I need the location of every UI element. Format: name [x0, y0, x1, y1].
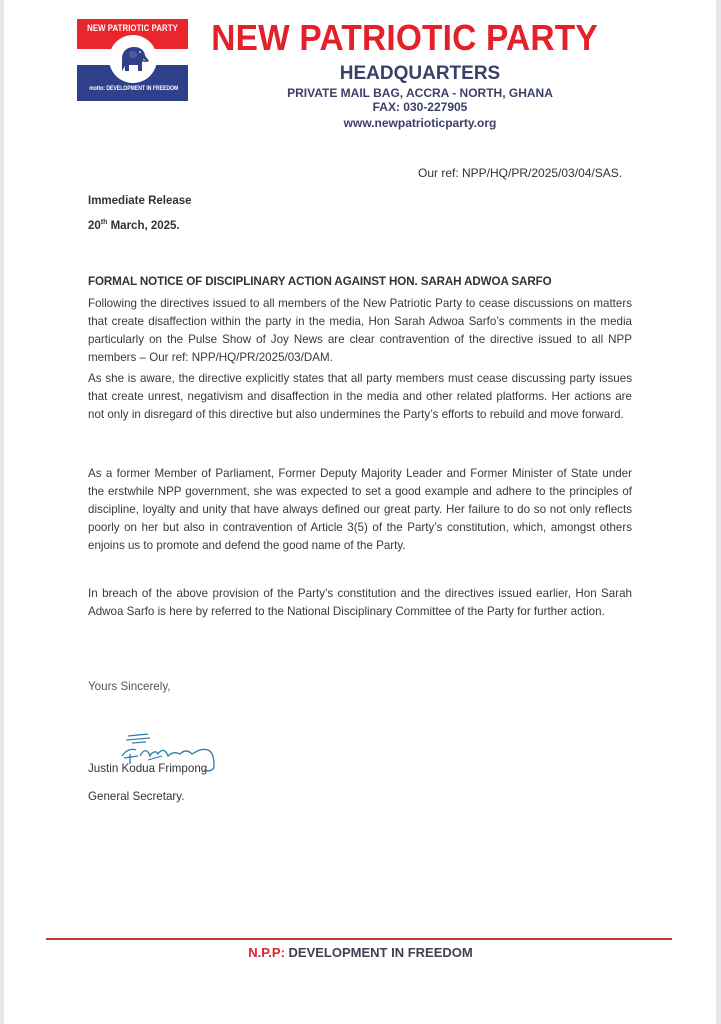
footer-prefix: N.P.P: [248, 945, 285, 960]
footer-motto [0, 945, 721, 960]
letter-date [88, 219, 180, 232]
logo-top-text: NEW PATRIOTIC PARTY [87, 23, 178, 34]
signatory-name: Justin Kodua Frimpong [88, 762, 208, 775]
org-name: NEW PATRIOTIC PARTY [211, 17, 598, 58]
footer-motto-text: DEVELOPMENT IN FREEDOM [284, 945, 473, 960]
letter-subject: FORMAL NOTICE OF DISCIPLINARY ACTION AGAINST HON. SARAH ADWOA SARFO [88, 275, 552, 288]
paragraph: Following the directives issued to all members of the New Patriotic Party to cease discussions on matters that create disaffection within the party in the media, Hon Sarah Adwoa Sarfo’s comments in the media particularly on the Pulse Show of Joy News are clear contravention of the directive issued to all NPP members – Our ref: NPP/HQ/PR/2025/03/DAM. [88, 297, 632, 364]
headquarters-label: HEADQUARTERS [339, 63, 501, 84]
closing-salutation: Yours Sincerely, [88, 680, 171, 693]
paragraph: As she is aware, the directive explicitly states that all party members must cease discussing party issues that create unrest, negativism and disaffection in the media and other related platforms. Her actions are not only in disregard of this directive but also undermines the Party’s efforts to rebuild and move forward. [88, 372, 632, 421]
paragraph: As a former Member of Parliament, Former Deputy Majority Leader and Former Minister of State under the erstwhile NPP government, she was expected to set a good example and adhere to the principles of discipline, loyalty and unity that have always defined our great party. Her failure to do so not only reflects poorly on her but also in contravention of Article 3(5) of the Party’s constitution, which, amongst others enjoins us to promote and defend the good name of the Party. [88, 467, 632, 552]
release-type: Immediate Release [88, 195, 192, 207]
page-edge-right [716, 0, 721, 1024]
postal-address: PRIVATE MAIL BAG, ACCRA - NORTH, GHANA [287, 86, 553, 100]
footer-divider [46, 938, 672, 940]
paragraph: In breach of the above provision of the Party’s constitution and the directives issued earlier, Hon Sarah Adwoa Sarfo is here by referred to the National Disciplinary Committee of the Party for further action. [88, 587, 632, 618]
logo-motto-text: motto: DEVELOPMENT IN FREEDOM [89, 85, 179, 92]
date-suffix: th [100, 219, 108, 226]
date-day: 20 [88, 219, 101, 232]
date-rest: March, 2025. [107, 219, 180, 232]
website-url: www.newpatrioticparty.org [343, 116, 497, 130]
signatory-title: General Secretary. [88, 790, 185, 803]
elephant-icon [115, 41, 151, 77]
reference-number: Our ref: NPP/HQ/PR/2025/03/04/SAS. [418, 166, 623, 180]
page-edge-left [0, 0, 4, 1024]
fax-number: FAX: 030-227905 [372, 100, 468, 114]
party-logo [77, 19, 188, 101]
